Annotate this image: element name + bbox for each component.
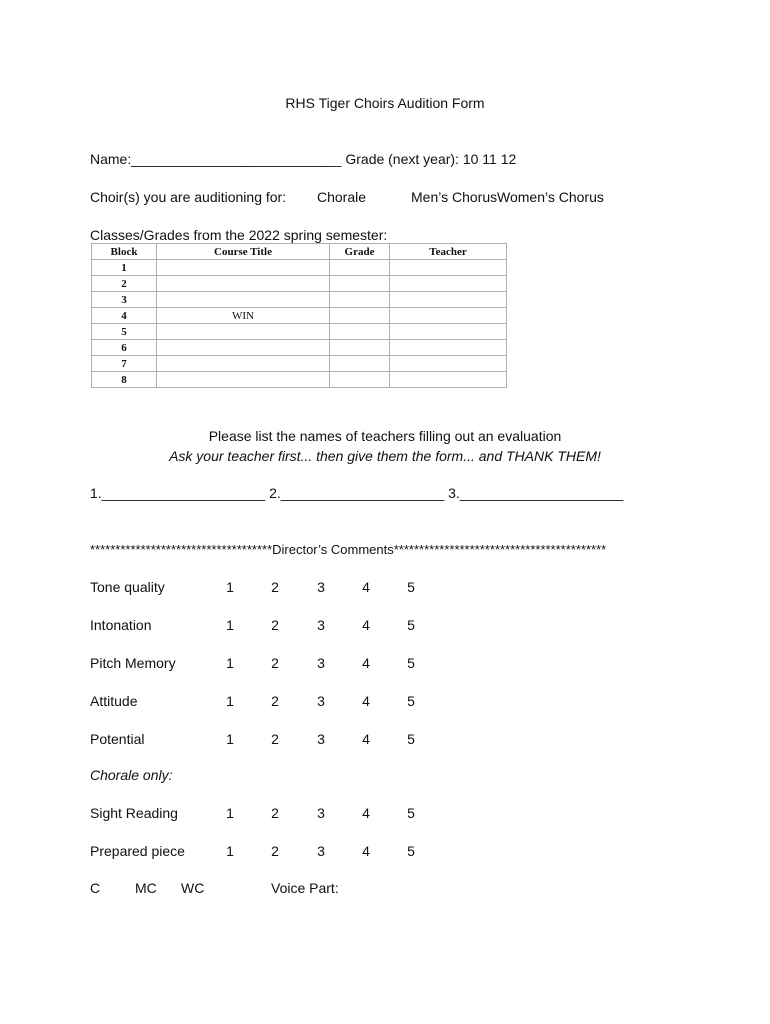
rating-1[interactable]: 1 bbox=[226, 731, 234, 747]
header-teacher: Teacher bbox=[390, 244, 507, 260]
table-header-row bbox=[92, 244, 507, 260]
rating-1[interactable]: 1 bbox=[226, 655, 234, 671]
classes-table bbox=[91, 243, 507, 388]
teachers-instruction: Please list the names of teachers filling out an evaluation bbox=[208, 428, 562, 444]
block-cell: 1 bbox=[92, 260, 157, 276]
rating-5[interactable]: 5 bbox=[407, 579, 415, 595]
teacher-cell[interactable] bbox=[390, 276, 507, 292]
block-cell: 6 bbox=[92, 340, 157, 356]
course-cell[interactable] bbox=[157, 292, 330, 308]
table-row bbox=[92, 308, 507, 324]
rating-5[interactable]: 5 bbox=[407, 617, 415, 633]
rating-1[interactable]: 1 bbox=[226, 693, 234, 709]
course-cell[interactable] bbox=[157, 356, 330, 372]
rating-3[interactable]: 3 bbox=[317, 731, 325, 747]
course-cell[interactable] bbox=[157, 276, 330, 292]
rating-label: Potential bbox=[90, 731, 145, 747]
teacher-cell[interactable] bbox=[390, 372, 507, 388]
rating-3[interactable]: 3 bbox=[317, 805, 325, 821]
table-row bbox=[92, 372, 507, 388]
rating-label: Tone quality bbox=[90, 579, 165, 595]
rating-2[interactable]: 2 bbox=[271, 579, 279, 595]
table-row bbox=[92, 260, 507, 276]
choir-option-womens-chorus: Women’s Chorus bbox=[497, 189, 604, 205]
header-course-title: Course Title bbox=[157, 244, 330, 260]
teacher-cell[interactable] bbox=[390, 356, 507, 372]
rating-4[interactable]: 4 bbox=[362, 805, 370, 821]
rating-2[interactable]: 2 bbox=[271, 731, 279, 747]
rating-label: Prepared piece bbox=[90, 843, 185, 859]
classes-label: Classes/Grades from the 2022 spring semester: bbox=[90, 227, 388, 243]
grade-cell[interactable] bbox=[330, 372, 390, 388]
rating-3[interactable]: 3 bbox=[317, 843, 325, 859]
voice-part-label: Voice Part: bbox=[271, 880, 339, 896]
table-row bbox=[92, 324, 507, 340]
teacher-cell[interactable] bbox=[390, 340, 507, 356]
grade-cell[interactable] bbox=[330, 340, 390, 356]
teacher-cell[interactable] bbox=[390, 324, 507, 340]
rating-5[interactable]: 5 bbox=[407, 655, 415, 671]
rating-1[interactable]: 1 bbox=[226, 843, 234, 859]
rating-4[interactable]: 4 bbox=[362, 617, 370, 633]
rating-label: Attitude bbox=[90, 693, 138, 709]
table-row bbox=[92, 292, 507, 308]
teacher-cell[interactable] bbox=[390, 292, 507, 308]
choice-wc[interactable]: WC bbox=[181, 880, 205, 896]
table-row bbox=[92, 356, 507, 372]
grade-cell[interactable] bbox=[330, 308, 390, 324]
rating-1[interactable]: 1 bbox=[226, 805, 234, 821]
rating-1[interactable]: 1 bbox=[226, 617, 234, 633]
rating-label: Intonation bbox=[90, 617, 152, 633]
course-cell[interactable] bbox=[157, 260, 330, 276]
rating-label: Sight Reading bbox=[90, 805, 178, 821]
rating-4[interactable]: 4 bbox=[362, 579, 370, 595]
course-cell[interactable] bbox=[157, 324, 330, 340]
grade-cell[interactable] bbox=[330, 324, 390, 340]
grade-cell[interactable] bbox=[330, 356, 390, 372]
course-cell[interactable] bbox=[157, 340, 330, 356]
rating-3[interactable]: 3 bbox=[317, 693, 325, 709]
block-cell: 5 bbox=[92, 324, 157, 340]
header-block: Block bbox=[92, 244, 157, 260]
table-row bbox=[92, 340, 507, 356]
directors-comments-divider: ************************************Director’s Comments****************************************** bbox=[90, 542, 607, 557]
rating-4[interactable]: 4 bbox=[362, 693, 370, 709]
grade-cell[interactable] bbox=[330, 292, 390, 308]
table-row bbox=[92, 276, 507, 292]
rating-3[interactable]: 3 bbox=[317, 617, 325, 633]
grade-cell[interactable] bbox=[330, 276, 390, 292]
choice-mc[interactable]: MC bbox=[135, 880, 157, 896]
rating-4[interactable]: 4 bbox=[362, 655, 370, 671]
block-cell: 2 bbox=[92, 276, 157, 292]
rating-1[interactable]: 1 bbox=[226, 579, 234, 595]
block-cell: 4 bbox=[92, 308, 157, 324]
teacher-name-lines: 1._____________________ 2._____________________ 3._____________________ bbox=[90, 485, 624, 501]
chorale-only-label: Chorale only: bbox=[90, 767, 173, 783]
form-title: RHS Tiger Choirs Audition Form bbox=[285, 95, 485, 111]
block-cell: 8 bbox=[92, 372, 157, 388]
rating-2[interactable]: 2 bbox=[271, 805, 279, 821]
teacher-cell[interactable] bbox=[390, 308, 507, 324]
rating-5[interactable]: 5 bbox=[407, 843, 415, 859]
rating-5[interactable]: 5 bbox=[407, 693, 415, 709]
teacher-cell[interactable] bbox=[390, 260, 507, 276]
choir-option-mens-chorus: Men’s Chorus bbox=[411, 189, 498, 205]
block-cell: 3 bbox=[92, 292, 157, 308]
rating-4[interactable]: 4 bbox=[362, 731, 370, 747]
block-cell: 7 bbox=[92, 356, 157, 372]
rating-4[interactable]: 4 bbox=[362, 843, 370, 859]
grade-cell[interactable] bbox=[330, 260, 390, 276]
teachers-note: Ask your teacher first... then give them the form... and THANK THEM! bbox=[169, 448, 601, 464]
rating-2[interactable]: 2 bbox=[271, 617, 279, 633]
course-cell[interactable]: WIN bbox=[157, 308, 330, 324]
rating-5[interactable]: 5 bbox=[407, 731, 415, 747]
choice-c[interactable]: C bbox=[90, 880, 101, 896]
rating-3[interactable]: 3 bbox=[317, 655, 325, 671]
header-grade: Grade bbox=[330, 244, 390, 260]
rating-3[interactable]: 3 bbox=[317, 579, 325, 595]
rating-2[interactable]: 2 bbox=[271, 655, 279, 671]
course-cell[interactable] bbox=[157, 372, 330, 388]
rating-label: Pitch Memory bbox=[90, 655, 176, 671]
choir-option-chorale: Chorale bbox=[317, 189, 367, 205]
name-grade-line: Name:___________________________ Grade (next year): 10 11 12 bbox=[90, 151, 517, 167]
rating-2[interactable]: 2 bbox=[271, 693, 279, 709]
rating-2[interactable]: 2 bbox=[271, 843, 279, 859]
choir-label: Choir(s) you are auditioning for: bbox=[90, 189, 287, 205]
rating-5[interactable]: 5 bbox=[407, 805, 415, 821]
